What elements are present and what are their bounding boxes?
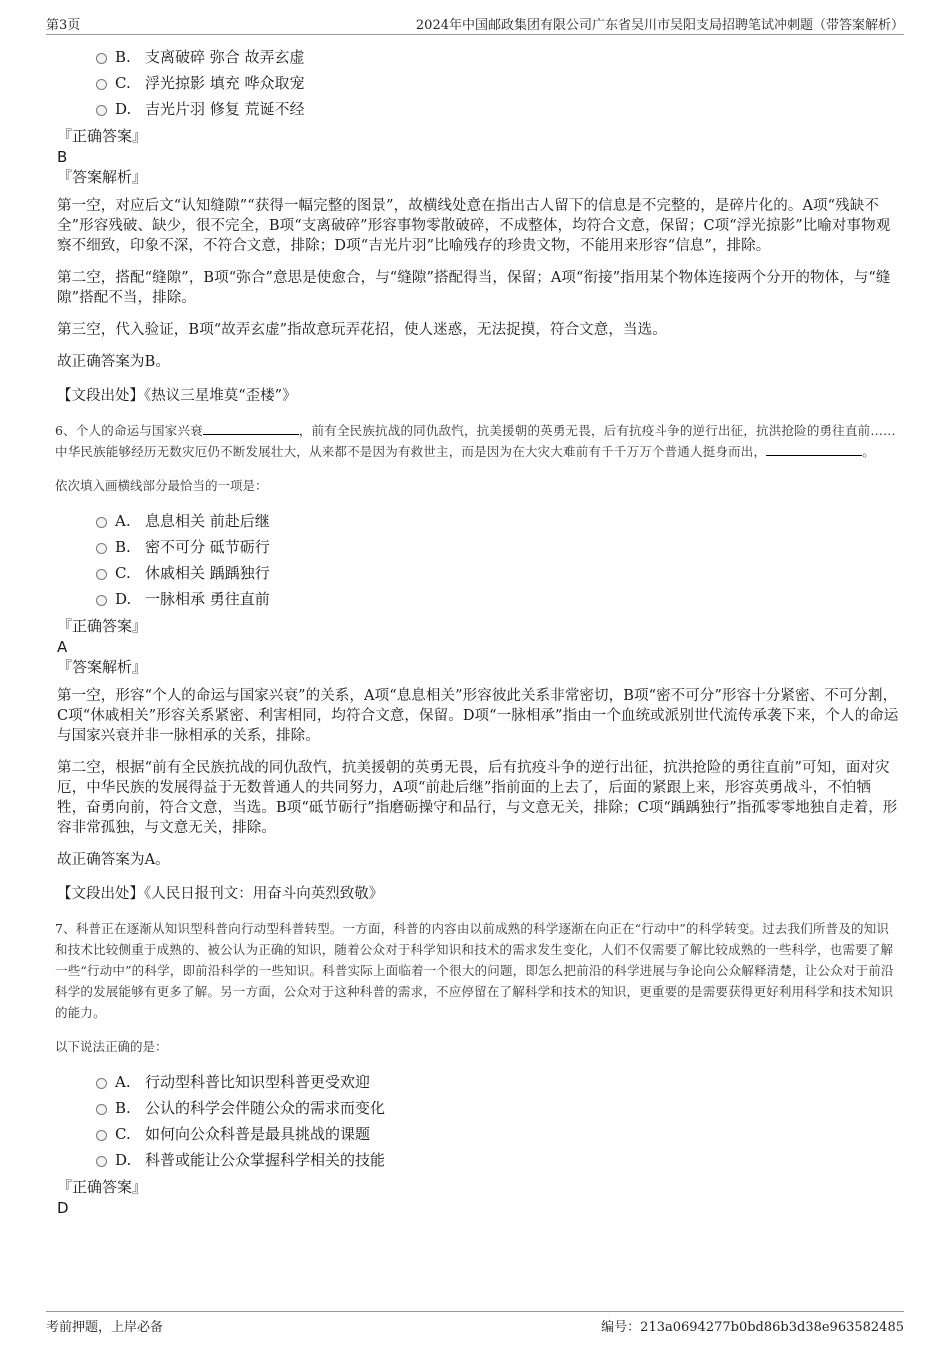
- q6-option-a[interactable]: A. 息息相关 前赴后继: [55, 508, 900, 534]
- q6-answer: A: [57, 638, 68, 656]
- q7-answer-label: 『正确答案』: [57, 1178, 148, 1196]
- radio-icon[interactable]: [96, 543, 107, 554]
- q5-answer-label: 『正确答案』: [57, 127, 148, 145]
- q7-option-b[interactable]: B. 公认的科学会伴随公众的需求而变化: [55, 1095, 900, 1121]
- radio-icon[interactable]: [96, 595, 107, 606]
- q5-analysis-para: 第一空，对应后文“认知缝隙”“获得一幅完整的图景”，故横线处意在指出古人留下的信息是不完整的，是碎片化的。A项“残缺不全”形容残破、缺少，很不完全，B项“支离破碎”形容事物零散破碎，不成整体，均符合文意，保留；C项“浮光掠影”比喻对事物观察不细致，印象不深，不符合文意，排除；D项“吉光片羽”比喻残存的珍贵文物，不能用来形容“信息”，排除。: [57, 198, 891, 254]
- radio-icon[interactable]: [96, 1078, 107, 1089]
- radio-icon[interactable]: [96, 79, 107, 90]
- q6-option-c[interactable]: C. 休戚相关 踽踽独行: [55, 560, 900, 586]
- document-id: 编号：213a0694277b0bd86b3d38e963582485: [601, 1320, 904, 1335]
- q7-option-d[interactable]: D. 科普或能让公众掌握科学相关的技能: [55, 1147, 900, 1173]
- radio-icon[interactable]: [96, 105, 107, 116]
- q7-option-a[interactable]: A. 行动型科普比知识型科普更受欢迎: [55, 1069, 900, 1095]
- q7-prompt: 以下说法正确的是：: [55, 1039, 168, 1054]
- q6-option-d[interactable]: D. 一脉相承 勇往直前: [55, 586, 900, 612]
- q6-analysis-label: 『答案解析』: [57, 658, 148, 676]
- q6-stem: 6、个人的命运与国家兴衰 ，前有全民族抗战的同仇敌忾，抗美援朝的英勇无畏，后有抗疫斗争的逆行出征，抗洪抢险的勇往直前……中华民族能够经历无数灾厄仍不断发展壮大，从来都不是因为有救世主，而是因为在大灾大难前有千千万万个普通人挺身而出， 。: [55, 423, 896, 459]
- q6-analysis-para: 第一空，形容“个人的命运与国家兴衰”的关系，A项“息息相关”形容彼此关系非常密切，B项“密不可分”形容十分紧密、不可分割，C项“休戚相关”形容关系紧密、利害相同，均符合文意，保留。D项“一脉相承”指由一个血统或派别世代流传承袭下来，个人的命运与国家兴衰并非一脉相承的关系，排除。: [57, 688, 899, 744]
- q5-option-c[interactable]: C. 浮光掠影 填充 哗众取宠: [55, 70, 900, 96]
- radio-icon[interactable]: [96, 1104, 107, 1115]
- radio-icon[interactable]: [96, 517, 107, 528]
- q5-analysis-para: 故正确答案为B。: [57, 354, 170, 370]
- page-header: [46, 14, 904, 35]
- q7-option-c[interactable]: C. 如何向公众科普是最具挑战的课题: [55, 1121, 900, 1147]
- q6-answer-label: 『正确答案』: [57, 617, 148, 635]
- radio-icon[interactable]: [96, 1130, 107, 1141]
- q5-options: [55, 44, 900, 122]
- q5-analysis-para: 第二空，搭配“缝隙”，B项“弥合”意思是使愈合，与“缝隙”搭配得当，保留；A项“衔接”指用某个物体连接两个分开的物体，与“缝隙”搭配不当，排除。: [57, 270, 891, 306]
- q5-answer: B: [57, 148, 68, 166]
- q5-analysis-para: 第三空，代入验证，B项“故弄玄虚”指故意玩弄花招，使人迷惑，无法捉摸，符合文意，当选。: [57, 322, 667, 338]
- q6-analysis-para: 故正确答案为A。: [57, 852, 170, 868]
- page-number: 第3页: [46, 18, 81, 33]
- q6-source: 【文段出处】《人民日报刊文：用奋斗向英烈致敬》: [57, 886, 384, 902]
- q7-options: [55, 1069, 900, 1173]
- q6-options: [55, 508, 900, 612]
- q6-analysis-para: 第二空，根据“前有全民族抗战的同仇敌忾，抗美援朝的英勇无畏，后有抗疫斗争的逆行出征，抗洪抢险的勇往直前”可知，面对灾厄，中华民族的发展得益于无数普通人的共同努力，A项“前赴后继”指前面的上去了，后面的紧跟上来，形容英勇战斗，不怕牺牲，奋勇向前，符合文意，当选。B项“砥节砺行”指磨砺操守和品行，与文意无关，排除；C项“踽踽独行”指孤零零地独自走着，形容非常孤独，与文意无关，排除。: [57, 760, 898, 836]
- q5-option-d[interactable]: D. 吉光片羽 修复 荒诞不经: [55, 96, 900, 122]
- q6-option-b[interactable]: B. 密不可分 砥节砺行: [55, 534, 900, 560]
- fill-blank: [766, 443, 862, 456]
- q6-prompt: 依次填入画横线部分最恰当的一项是：: [55, 478, 268, 493]
- radio-icon[interactable]: [96, 569, 107, 580]
- q5-option-b[interactable]: B. 支离破碎 弥合 故弄玄虚: [55, 44, 900, 70]
- page-footer: [46, 1311, 904, 1336]
- q7-answer: D: [57, 1199, 69, 1217]
- fill-blank: [203, 422, 299, 435]
- document-title: 2024年中国邮政集团有限公司广东省吴川市吴阳支局招聘笔试冲刺题（带答案解析）: [415, 18, 904, 33]
- radio-icon[interactable]: [96, 1156, 107, 1167]
- footer-slogan: 考前押题，上岸必备: [46, 1320, 164, 1335]
- radio-icon[interactable]: [96, 53, 107, 64]
- page-content: [55, 42, 900, 1218]
- q5-analysis-label: 『答案解析』: [57, 168, 148, 186]
- q5-source: 【文段出处】《热议三星堆莫“歪楼”》: [57, 388, 297, 404]
- q7-stem: 7、科普正在逐渐从知识型科普向行动型科普转型。一方面，科普的内容由以前成熟的科学逐渐在向正在“行动中”的科学转变。过去我们所普及的知识和技术比较侧重于成熟的、被公认为正确的知识，随着公众对于科学知识和技术的需求发生变化，人们不仅需要了解比较成熟的一些科学，也需要了解一些“行动中”的科学，即前沿科学的一些知识。科普实际上面临着一个很大的问题，即怎么把前沿的科学进展与争论向公众解释清楚，让公众对于前沿科学的发展能够有更多了解。另一方面，公众对于这种科普的需求，不应停留在了解科学和技术的知识，更重要的是需要获得更好利用科学和技术知识的能力。: [55, 921, 894, 1020]
